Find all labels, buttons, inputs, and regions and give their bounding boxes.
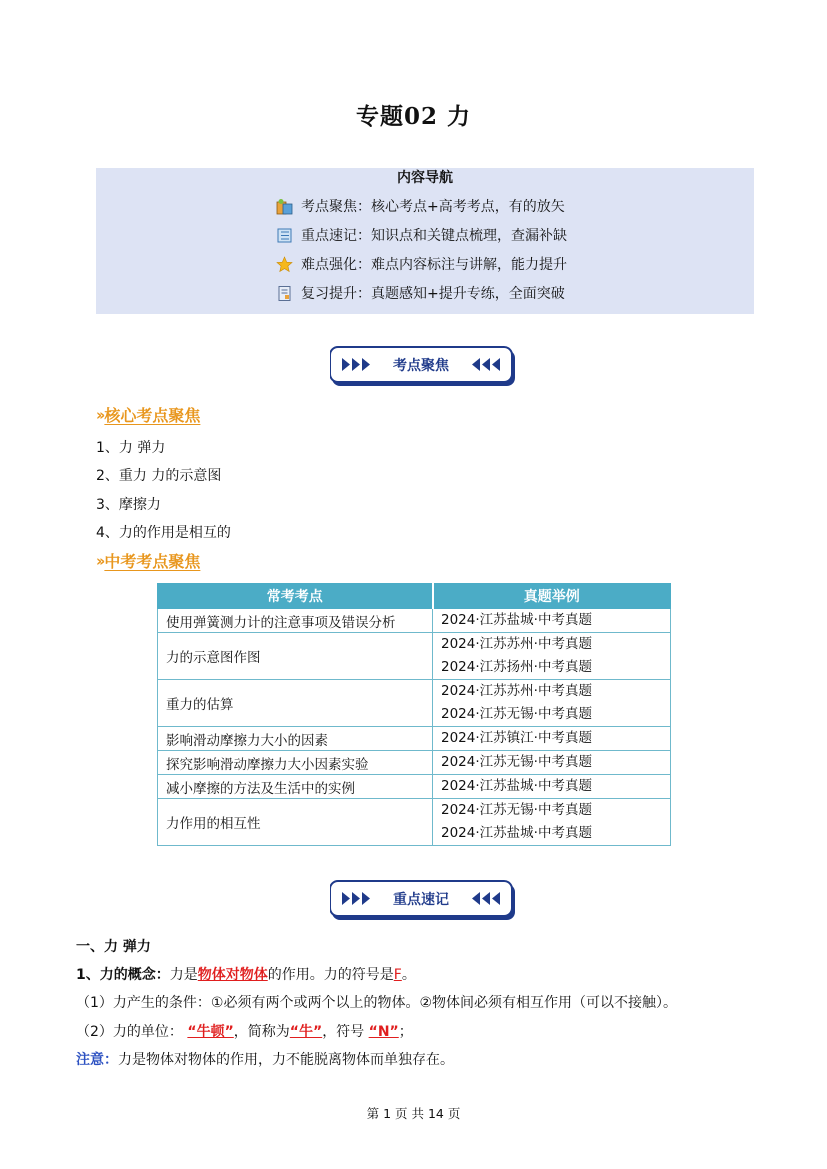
banner-focus xyxy=(330,346,515,386)
note-label: 注意： xyxy=(76,1052,118,1068)
nav-item-notes xyxy=(276,224,567,246)
force-symbol: F xyxy=(393,967,402,983)
star-icon xyxy=(276,256,293,273)
concept-line: 1、力的概念：力是物体对物体的作用。力的符号是F。 xyxy=(76,967,416,983)
exam-topic-table xyxy=(157,583,671,846)
double-chevron-icon: ›› xyxy=(96,551,103,570)
table-header-exam: 真题举例 xyxy=(433,584,671,609)
nav-item-focus xyxy=(276,195,565,217)
unit-name: “牛顿” xyxy=(187,1024,234,1040)
unit-line: （2）力的单位： “牛顿”，简称为“牛”，符号 “N”； xyxy=(76,1024,413,1040)
nav-item-review xyxy=(276,282,565,304)
core-item: 2、重力 力的示意图 xyxy=(96,468,222,484)
topic-cell: 力的示意图作图 xyxy=(158,633,433,680)
nav-item-label: 重点速记：知识点和关键点梳理，查漏补缺 xyxy=(301,228,567,244)
unit-short: “牛” xyxy=(289,1024,323,1040)
condition-line: （1）力产生的条件：①必须有两个或两个以上的物体。②物体间必须有相互作用（可以不接触）。 xyxy=(76,995,678,1011)
note-line: 注意：力是物体对物体的作用，力不能脱离物体而单独存在。 xyxy=(76,1052,454,1068)
exam-cell: 2024·江苏盐城·中考真题 xyxy=(433,609,671,633)
document-title: 专题02 力 xyxy=(355,103,471,130)
table-row xyxy=(158,775,671,799)
exam-cell: 2024·江苏无锡·中考真题 xyxy=(433,751,671,775)
double-chevron-icon: ›› xyxy=(96,405,103,424)
nav-item-label: 难点强化：难点内容标注与讲解，能力提升 xyxy=(301,257,567,273)
table-row xyxy=(158,609,671,633)
key-term: 物体对物体 xyxy=(197,967,268,983)
unit-symbol: “N” xyxy=(368,1024,399,1040)
core-heading: ›› 核心考点聚焦 xyxy=(96,405,201,425)
page-footer: 第 1 页 共 14 页 xyxy=(366,1106,461,1121)
exam-cell: 2024·江苏盐城·中考真题 xyxy=(433,775,671,799)
exam-cell: 2024·江苏苏州·中考真题 2024·江苏扬州·中考真题 xyxy=(433,633,671,680)
banner-notes xyxy=(330,880,515,920)
nav-item-hard xyxy=(276,253,567,275)
nav-item-label: 考点聚焦：核心考点+高考考点，有的放矢 xyxy=(301,199,565,215)
topic-cell: 力作用的相互性 xyxy=(158,799,433,846)
zhongkao-heading: ›› 中考考点聚焦 xyxy=(96,551,201,571)
table-row xyxy=(158,680,671,727)
review-doc-icon xyxy=(276,285,293,302)
table-row xyxy=(158,727,671,751)
core-item: 1、力 弹力 xyxy=(96,440,166,456)
notebook-icon xyxy=(276,227,293,244)
table-row xyxy=(158,799,671,846)
core-item: 3、摩擦力 xyxy=(96,497,161,513)
topic-cell: 探究影响滑动摩擦力大小因素实验 xyxy=(158,751,433,775)
focus-book-icon xyxy=(276,198,293,215)
nav-item-label: 复习提升：真题感知+提升专练，全面突破 xyxy=(301,286,565,302)
topic-cell: 减小摩擦的方法及生活中的实例 xyxy=(158,775,433,799)
table-row xyxy=(158,633,671,680)
section-title: 一、力 弹力 xyxy=(76,939,151,955)
exam-cell: 2024·江苏无锡·中考真题 2024·江苏盐城·中考真题 xyxy=(433,799,671,846)
table-row xyxy=(158,751,671,775)
topic-cell: 影响滑动摩擦力大小的因素 xyxy=(158,727,433,751)
banner-focus-label: 考点聚焦 xyxy=(393,358,449,374)
topic-cell: 使用弹簧测力计的注意事项及错误分析 xyxy=(158,609,433,633)
topic-cell: 重力的估算 xyxy=(158,680,433,727)
core-item: 4、力的作用是相互的 xyxy=(96,525,231,541)
banner-notes-label: 重点速记 xyxy=(393,892,449,908)
table-header-topic: 常考考点 xyxy=(158,584,433,609)
content-nav-heading: 内容导航 xyxy=(397,170,453,186)
exam-cell: 2024·江苏镇江·中考真题 xyxy=(433,727,671,751)
exam-cell: 2024·江苏苏州·中考真题 2024·江苏无锡·中考真题 xyxy=(433,680,671,727)
